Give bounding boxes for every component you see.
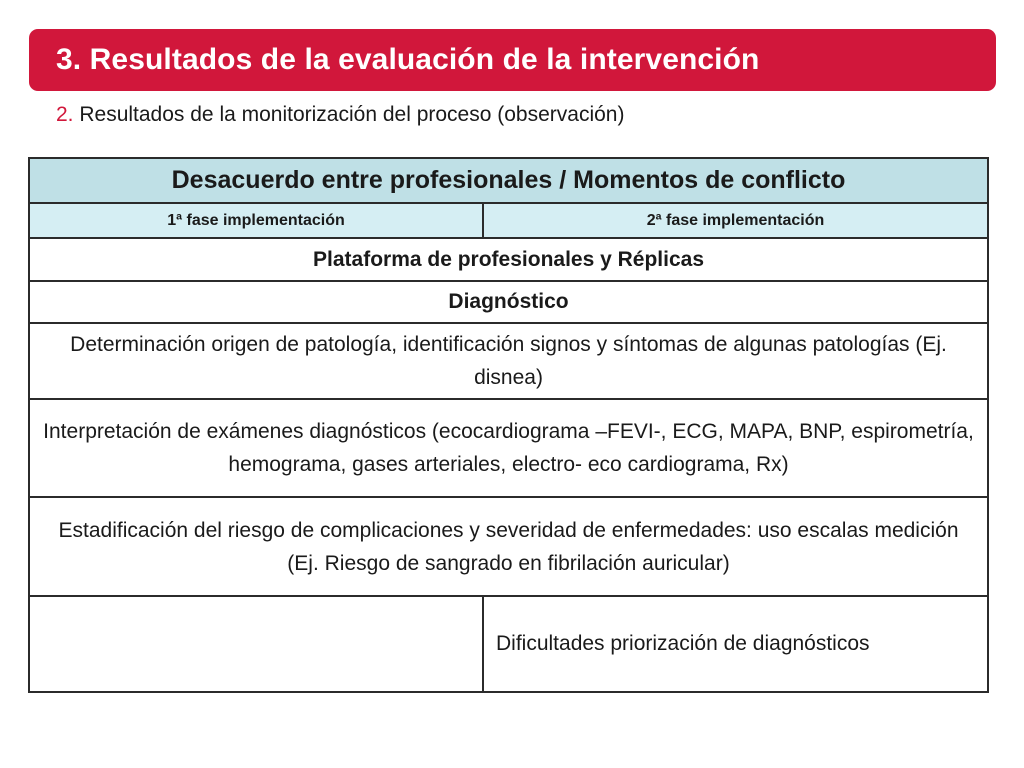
- row-determinacion: Determinación origen de patología, identificación signos y síntomas de algunas patologías (Ej. disnea): [29, 323, 988, 399]
- table-row: [29, 497, 988, 596]
- phase-row: [29, 203, 988, 238]
- subtitle-text: Resultados de la monitorización del proceso (observación): [73, 103, 625, 126]
- subtitle: [56, 103, 624, 127]
- section-row: [29, 281, 988, 323]
- results-table: [28, 157, 989, 693]
- table-heading: Desacuerdo entre profesionales / Momentos de conflicto: [29, 158, 988, 203]
- page-title: 3. Resultados de la evaluación de la intervención: [56, 43, 760, 76]
- phase-2-label: 2ª fase implementación: [483, 203, 988, 238]
- subtitle-number: 2.: [56, 103, 74, 126]
- table-row: [29, 596, 988, 692]
- row-interpretacion: Interpretación de exámenes diagnósticos (ecocardiograma –FEVI-, ECG, MAPA, BNP, espirometría, hemograma, gases arteriales, electro- eco cardiograma, Rx): [29, 399, 988, 497]
- table-row: [29, 399, 988, 497]
- last-row-left-cell: [29, 596, 483, 692]
- table-header-row: [29, 158, 988, 203]
- section-label: Diagnóstico: [29, 281, 988, 323]
- platform-row: [29, 238, 988, 281]
- last-row-right-cell: Dificultades priorización de diagnósticos: [483, 596, 988, 692]
- title-banner: [29, 29, 996, 91]
- platform-label: Plataforma de profesionales y Réplicas: [29, 238, 988, 281]
- table-row: [29, 323, 988, 399]
- phase-1-label: 1ª fase implementación: [29, 203, 483, 238]
- row-estadificacion: Estadificación del riesgo de complicaciones y severidad de enfermedades: uso escalas medición (Ej. Riesgo de sangrado en fibrilación auricular): [29, 497, 988, 596]
